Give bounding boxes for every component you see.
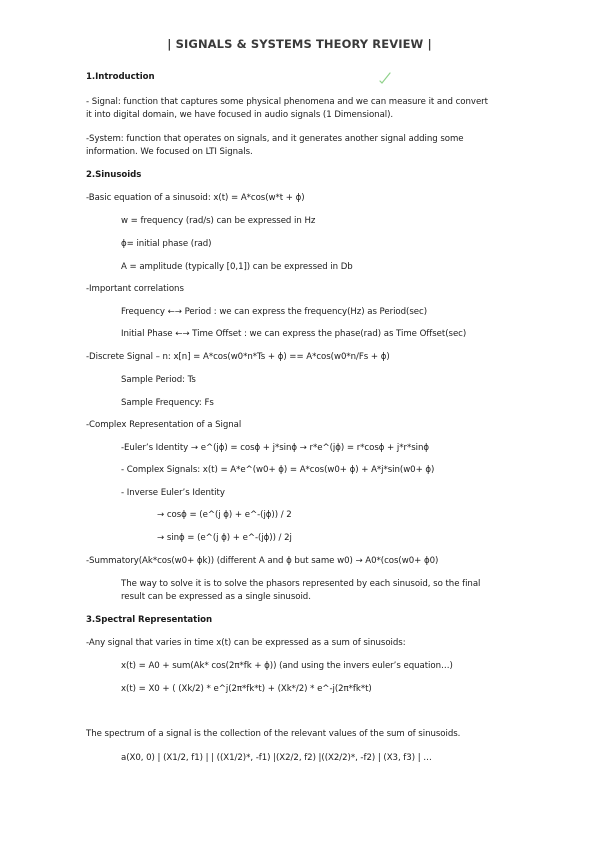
exponential-form-equation: x(t) = X0 + ( (Xk/2) * e^j(2π*fk*t) + (Xk*/2) * e^-j(2π*fk*t) (121, 684, 372, 694)
sample-period: Sample Period: Ts (121, 375, 196, 385)
spectrum-definition: The spectrum of a signal is the collection of the relevant values of the sum of sinusoids. (86, 729, 461, 739)
system-definition-line-1: -System: function that operates on signals, and it generates another signal adding some (86, 134, 464, 144)
important-correlations: -Important correlations (86, 284, 184, 294)
euler-identity: -Euler’s Identity → e^(jɸ) = cosɸ + j*sinɸ → r*e^(jɸ) = r*cosɸ + j*r*sinɸ (121, 443, 429, 453)
phase-definition: ɸ= initial phase (rad) (121, 239, 212, 249)
frequency-period-correlation: Frequency ←→ Period : we can express the frequency(Hz) as Period(sec) (121, 307, 427, 317)
cos-identity: → cosɸ = (e^(j ɸ) + e^-(jɸ)) / 2 (157, 510, 292, 520)
sample-frequency: Sample Frequency: Fs (121, 398, 214, 408)
section-heading-spectral: 3.Spectral Representation (86, 615, 213, 625)
sin-identity: → sinɸ = (e^(j ɸ) + e^-(jɸ)) / 2j (157, 533, 292, 543)
phasor-solution-line-2: result can be expressed as a single sinusoid. (121, 592, 311, 602)
sum-of-sinusoids-equation: x(t) = A0 + sum(Ak* cos(2π*fk + ɸ)) (and using the invers euler’s equation…) (121, 661, 453, 671)
discrete-signal-equation: -Discrete Signal – n: x[n] = A*cos(w0*n*Ts + ɸ) == A*cos(w0*n/Fs + ɸ) (86, 352, 390, 362)
complex-signals: - Complex Signals: x(t) = A*e^(w0+ ɸ) = A*cos(w0+ ɸ) + A*j*sin(w0+ ɸ) (121, 465, 435, 475)
signal-definition-line-2: it into digital domain, we have focused in audio signals (1 Dimensional). (86, 110, 394, 120)
any-signal-statement: -Any signal that varies in time x(t) can be expressed as a sum of sinusoids: (86, 638, 406, 648)
inverse-euler-identity: - Inverse Euler’s Identity (121, 488, 225, 498)
phasor-solution-line-1: The way to solve it is to solve the phasors represented by each sinusoid, so the final (121, 579, 481, 589)
system-definition-line-2: information. We focused on LTI Signals. (86, 147, 253, 157)
spectrum-components-list: a(X0, 0) | (X1/2, f1) | | ((X1/2)*, -f1) |(X2/2, f2) |((X2/2)*, -f2) | (X3, f3) | … (121, 753, 432, 763)
sinusoid-basic-equation: -Basic equation of a sinusoid: x(t) = A*cos(w*t + ɸ) (86, 193, 305, 203)
section-heading-sinusoids: 2.Sinusoids (86, 170, 142, 180)
amplitude-definition: A = amplitude (typically [0,1]) can be expressed in Db (121, 262, 353, 272)
signal-definition-line-1: - Signal: function that captures some physical phenomena and we can measure it and convert (86, 97, 488, 107)
document-title: | SIGNALS & SYSTEMS THEORY REVIEW | (167, 37, 432, 51)
complex-representation: -Complex Representation of a Signal (86, 420, 242, 430)
frequency-definition: w = frequency (rad/s) can be expressed in Hz (121, 216, 316, 226)
check-mark-icon (379, 72, 391, 84)
summatory-equation: -Summatory(Ak*cos(w0+ ɸk)) (different A and ɸ but same w0) → A0*(cos(w0+ ɸ0) (86, 556, 439, 566)
phase-offset-correlation: Initial Phase ←→ Time Offset : we can express the phase(rad) as Time Offset(sec) (121, 329, 467, 339)
section-heading-introduction: 1.Introduction (86, 72, 155, 82)
